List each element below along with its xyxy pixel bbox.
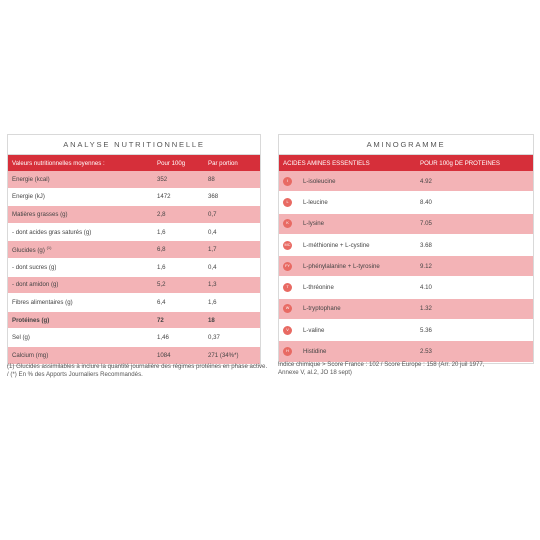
amino-acid-name: L-phénylalanine + L-tyrosine (303, 262, 380, 270)
nutrient-label (8, 352, 157, 359)
amino-acid-name: L-lysine (303, 220, 324, 228)
table-row (8, 206, 260, 224)
table-row (8, 329, 260, 347)
table-row (279, 277, 533, 298)
amino-acid-name: L-tryptophane (303, 305, 341, 313)
value-per-portion: 88 (208, 175, 215, 183)
nutrient-label-text: - dont sucres (g) (12, 263, 57, 271)
nutrient-label (8, 299, 157, 306)
table-row (8, 312, 260, 330)
amino-acid-name: Histidine (303, 348, 327, 356)
table-row (8, 347, 260, 365)
amino-letter-badge: W (283, 304, 292, 313)
amino-letter-badge: V (283, 326, 292, 335)
value-per100g: 6,8 (157, 246, 166, 254)
value-per-portion: 368 (208, 193, 219, 201)
value-per-portion: 18 (208, 316, 215, 324)
table-row (8, 259, 260, 277)
table-row (8, 171, 260, 189)
amino-value: 1.32 (420, 305, 432, 313)
amino-value: 9.12 (420, 262, 432, 270)
table-row (8, 294, 260, 312)
amino-letter-badge: T (283, 283, 292, 292)
header-per-portion: Par portion (208, 159, 238, 167)
amino-value: 5.36 (420, 326, 432, 334)
nutrient-label-text: Calcium (mg) (12, 351, 49, 359)
amino-acid-cell (279, 219, 420, 228)
amino-acid-name: L-valine (303, 326, 325, 334)
amino-acid-cell (279, 326, 420, 335)
value-per-portion: 1,6 (208, 298, 217, 306)
value-per-portion: 0,7 (208, 210, 217, 218)
amino-value: 4.10 (420, 284, 432, 292)
value-per-portion: 1,3 (208, 281, 217, 289)
amino-acid-cell (279, 241, 420, 250)
value-per-portion: 0,4 (208, 228, 217, 236)
nutrient-label (8, 317, 157, 324)
table-row (279, 214, 533, 235)
header-per100g: Pour 100g (157, 159, 186, 167)
value-per-portion: 271 (34%*) (208, 351, 239, 359)
table-row (8, 241, 260, 259)
amino-acid-cell (279, 283, 420, 292)
nutrient-label-text: Energie (kcal) (12, 175, 50, 183)
nutrient-label-text: Glucides (g) (12, 247, 45, 255)
value-per100g: 1084 (157, 351, 171, 359)
table-row (279, 171, 533, 192)
nutrient-label-text: Sel (g) (12, 334, 30, 342)
aminogram-panel (278, 134, 534, 364)
amino-acid-cell (279, 347, 420, 356)
nutrient-label (8, 281, 157, 288)
amino-letter-badge: FY (283, 262, 292, 271)
amino-acid-cell (279, 304, 420, 313)
amino-letter-badge: K (283, 219, 292, 228)
header-per100g-protein: POUR 100g DE PROTEINES (420, 159, 500, 167)
nutrient-label (8, 176, 157, 183)
amino-acid-name: L-leucine (303, 198, 328, 206)
amino-acid-cell (279, 262, 420, 271)
value-per-portion: 1,7 (208, 246, 217, 254)
table-row (279, 256, 533, 277)
amino-acid-name: L-thréonine (303, 284, 334, 292)
nutrient-label (8, 334, 157, 341)
amino-letter-badge: I (283, 177, 292, 186)
table-row (279, 235, 533, 256)
table-row (279, 341, 533, 362)
value-per-portion: 0,4 (208, 263, 217, 271)
amino-acid-name: L-méthionine + L-cystine (303, 241, 370, 249)
value-per100g: 1,46 (157, 334, 169, 342)
aminogram-table-header (279, 155, 533, 171)
nutrient-label-text: Fibres alimentaires (g) (12, 298, 73, 306)
value-per100g: 1,6 (157, 263, 166, 271)
amino-letter-badge: L (283, 198, 292, 207)
nutrient-label (8, 245, 157, 254)
nutrient-label (8, 229, 157, 236)
footnote-marker: (1) (46, 245, 52, 251)
value-per100g: 2,8 (157, 210, 166, 218)
header-amino-acids: ACIDES AMINES ESSENTIELS (283, 159, 370, 167)
value-per100g: 6,4 (157, 298, 166, 306)
nutrition-panel (7, 134, 261, 366)
amino-acid-name: L-isoleucine (303, 177, 336, 185)
amino-value: 8.40 (420, 198, 432, 206)
amino-value: 7.05 (420, 220, 432, 228)
aminogram-title: AMINOGRAMME (279, 135, 533, 155)
amino-value: 4.92 (420, 177, 432, 185)
table-row (279, 320, 533, 341)
value-per100g: 5,2 (157, 281, 166, 289)
nutrition-table-header (8, 155, 260, 171)
table-row (279, 299, 533, 320)
amino-acid-cell (279, 198, 420, 207)
nutrient-label-text: - dont amidon (g) (12, 281, 59, 289)
amino-value: 3.68 (420, 241, 432, 249)
table-row (8, 277, 260, 295)
nutrition-footnote: (1) Glucides assimilables à inclure la quantité journalière des régimes protéines en phase active. / (*) En % des Apports Journaliers Recommandés. (7, 363, 268, 379)
value-per100g: 352 (157, 175, 168, 183)
amino-acid-cell (279, 177, 420, 186)
nutrition-title: ANALYSE NUTRITIONNELLE (8, 135, 260, 155)
amino-letter-badge: MC (283, 241, 292, 250)
value-per-portion: 0,37 (208, 334, 220, 342)
header-nutrient: Valeurs nutritionnelles moyennes : (12, 159, 105, 167)
table-row (8, 224, 260, 242)
value-per100g: 1472 (157, 193, 171, 201)
nutrient-label (8, 211, 157, 218)
nutrient-label-text: Protéines (g) (12, 316, 50, 324)
nutrient-label-text: Energie (kJ) (12, 193, 45, 201)
nutrient-label-text: - dont acides gras saturés (g) (12, 228, 92, 236)
amino-value: 2.53 (420, 348, 432, 356)
table-row (279, 192, 533, 213)
value-per100g: 1,6 (157, 228, 166, 236)
value-per100g: 72 (157, 316, 164, 324)
nutrient-label (8, 264, 157, 271)
aminogram-footnote: Indice chimique > Score France : 102 / Score Europe : 158 (Arr. 20 juil 1977, Annexe V, al.2, JO 18 sept) (278, 361, 485, 377)
nutrition-table-body (8, 171, 260, 365)
nutrient-label (8, 193, 157, 200)
aminogram-table-body (279, 171, 533, 363)
table-row (8, 189, 260, 207)
nutrient-label-text: Matières grasses (g) (12, 210, 68, 218)
amino-letter-badge: H (283, 347, 292, 356)
